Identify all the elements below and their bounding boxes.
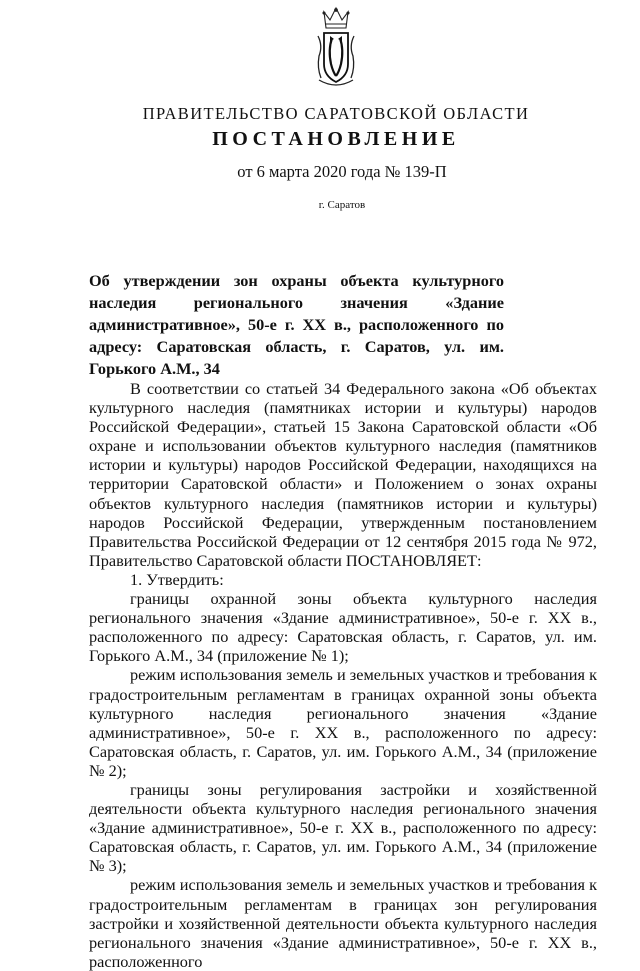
date-and-number: от 6 марта 2020 года № 139-П bbox=[237, 162, 447, 181]
list-item: режим использования земель и земельных участков и требования к градостроительным регламентам в границах охранной зоны объекта культурного наследия регионального значения «Здание административное», 50-е г. XX в., расположенного по адресу: Саратовская область, г. Саратов, ул. им. Горького А.М., 34 (приложение № 2); bbox=[89, 665, 597, 780]
city-name: г. Саратов bbox=[318, 199, 366, 211]
document-subject: Об утверждении зон охраны объекта культурного наследия регионального значения «Здание административное», 50-е г. XX в., расположенного по адресу: Саратовская область, г. Саратов, ул. им. Горького А.М., 34 bbox=[89, 271, 504, 378]
list-item: границы зоны регулирования застройки и хозяйственной деятельности объекта культурного наследия регионального значения «Здание административное», 50-е г. XX в., расположенного по адресу: Саратовская область, г. Саратов, ул. им. Горького А.М., 34 (приложение № 3); bbox=[89, 779, 597, 876]
document-body bbox=[89, 379, 597, 971]
coat-of-arms-icon bbox=[315, 6, 357, 92]
preamble-paragraph: В соответствии со статьей 34 Федерального закона «Об объектах культурного наследия (памятниках истории и культуры) народов Российской Федерации», статьей 15 Закона Саратовской области «Об охране и использовании объектов культурного наследия (памятников истории и культуры) народов Российской Федерации, находящихся на территории Саратовской области» и Положением о зонах охраны объектов культурного наследия (памятников истории и культуры) народов Российской Федерации, утвержденным постановлением Правительства Российской Федерации от 12 сентября 2015 года № 972, Правительство Саратовской области ПОСТАНОВЛЯЕТ: bbox=[89, 379, 597, 570]
document-type-title: ПОСТАНОВЛЕНИЕ bbox=[212, 128, 460, 150]
point-1-paragraph: 1. Утвердить: bbox=[130, 569, 224, 589]
list-item: режим использования земель и земельных участков и требования к градостроительным регламентам в границах зон регулирования застройки и хозяйственной деятельности объекта культурного наследия регионального значения «Здание административное», 50-е г. XX в., расположенного bbox=[89, 875, 597, 971]
government-name: ПРАВИТЕЛЬСТВО САРАТОВСКОЙ ОБЛАСТИ bbox=[142, 104, 530, 123]
list-item: границы охранной зоны объекта культурного наследия регионального значения «Здание административное», 50-е г. XX в., расположенного по адресу: Саратовская область, г. Саратов, ул. им. Горького А.М., 34 (приложение № 1); bbox=[89, 589, 597, 666]
